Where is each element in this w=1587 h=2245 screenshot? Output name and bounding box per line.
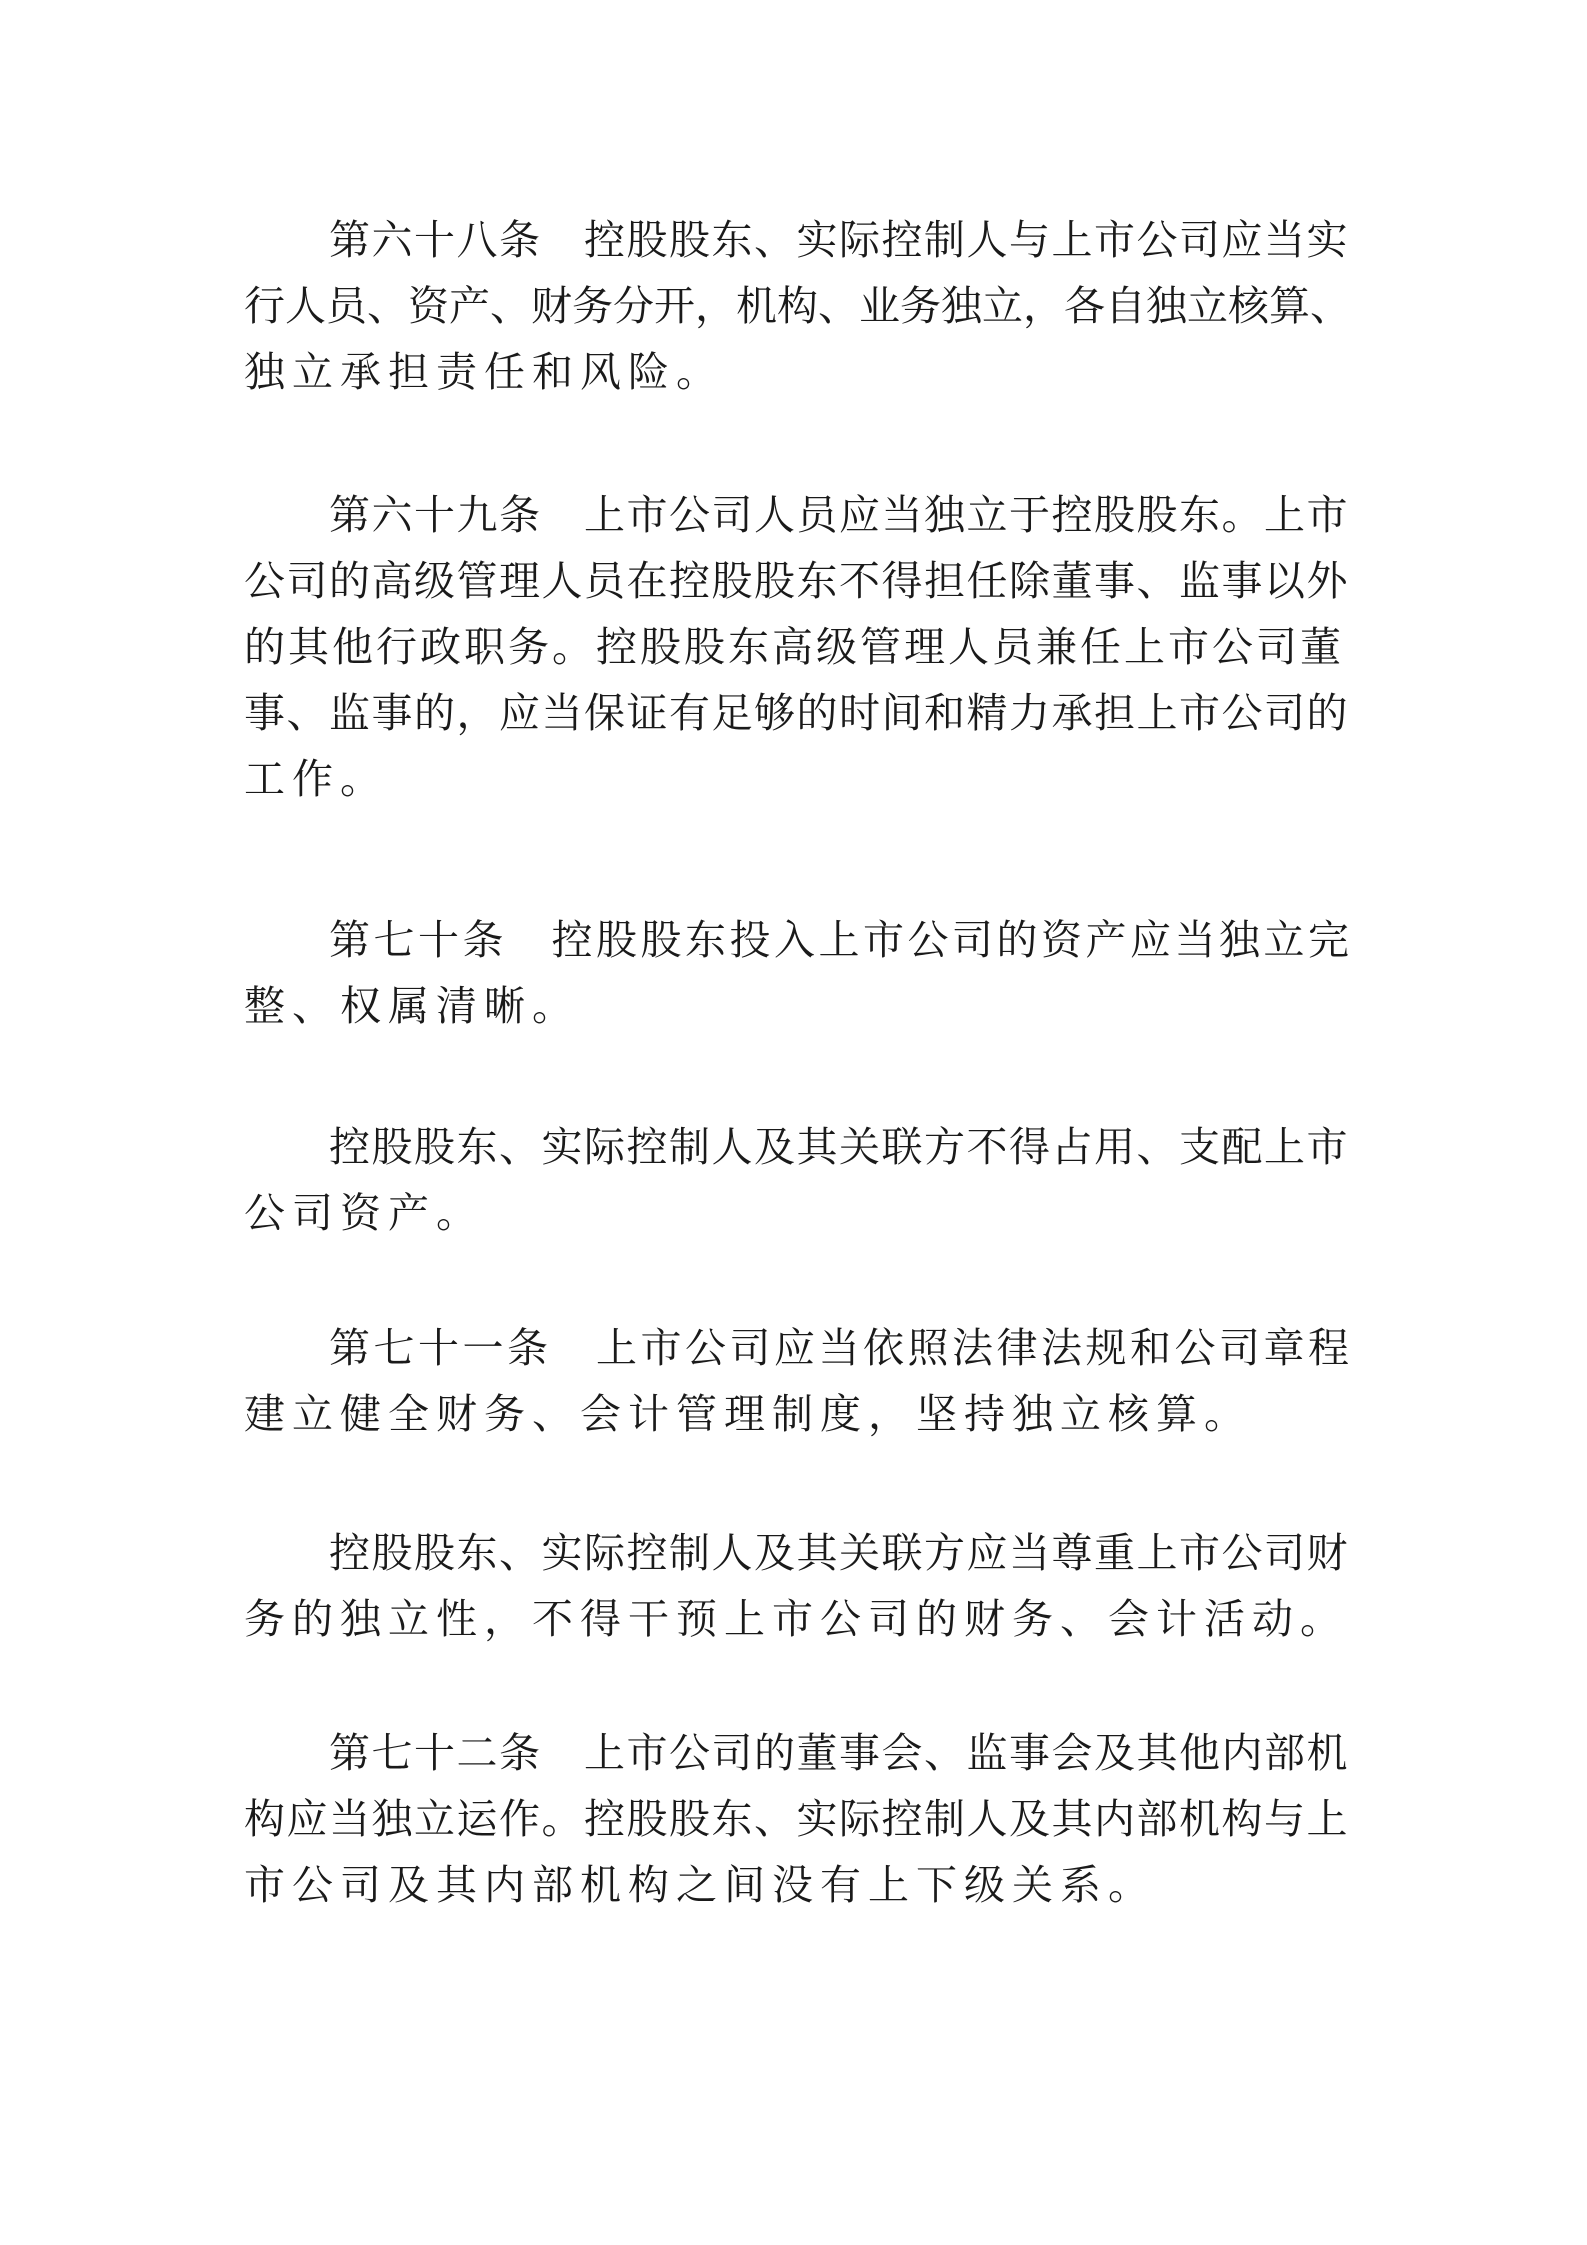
paragraph-line: 控股股东、实际控制人及其关联方应当尊重上市公司财 [329,1529,1349,1577]
paragraph-line: 事、监事的，应当保证有足够的时间和精力承担上市公司的 [244,689,1349,737]
paragraph-line: 的其他行政职务。控股股东高级管理人员兼任上市公司董 [244,623,1344,671]
paragraph-line: 整、权属清晰。 [244,982,580,1030]
paragraph-line: 控股股东、实际控制人及其关联方不得占用、支配上市 [329,1123,1349,1171]
paragraph-line: 构应当独立运作。控股股东、实际控制人及其内部机构与上 [244,1795,1349,1843]
paragraph-line: 公司资产。 [244,1189,484,1237]
paragraph-line: 市公司及其内部机构之间没有上下级关系。 [244,1861,1156,1909]
paragraph-line: 公司的高级管理人员在控股股东不得担任除董事、监事以外 [244,557,1349,605]
paragraph-line: 行人员、资产、财务分开，机构、业务独立，各自独立核算、 [244,282,1351,330]
paragraph-line: 工作。 [244,755,388,803]
paragraph-line: 第七十二条 上市公司的董事会、监事会及其他内部机 [329,1729,1349,1777]
paragraph-line: 第六十八条 控股股东、实际控制人与上市公司应当实 [329,216,1349,264]
paragraph-line: 第七十条 控股股东投入上市公司的资产应当独立完 [329,916,1353,964]
paragraph-line: 独立承担责任和风险。 [244,348,724,396]
paragraph-line: 务的独立性，不得干预上市公司的财务、会计活动。 [244,1595,1348,1643]
paragraph-line: 第六十九条 上市公司人员应当独立于控股股东。上市 [329,491,1349,539]
paragraph-line: 建立健全财务、会计管理制度，坚持独立核算。 [244,1390,1252,1438]
paragraph-line: 第七十一条 上市公司应当依照法律法规和公司章程 [329,1324,1353,1372]
